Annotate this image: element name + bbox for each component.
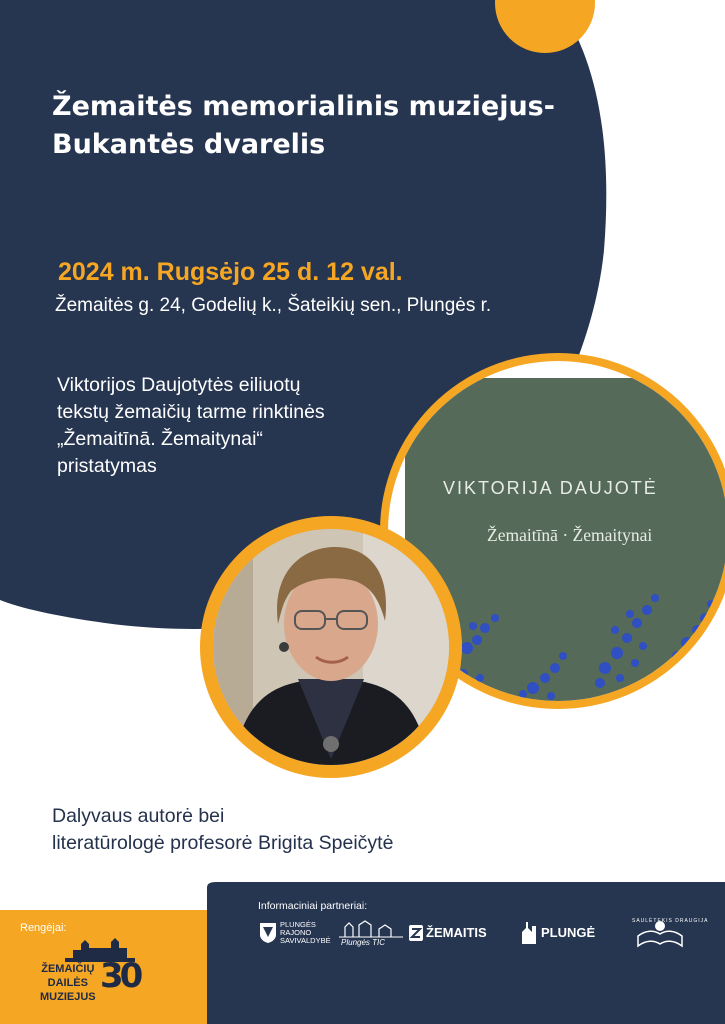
participants-line-2: literatūrologė profesorė Brigita Speičytė [52, 832, 394, 854]
organizer-logo-text [40, 962, 96, 1004]
partner-4-name: PLUNGĖ [541, 925, 596, 940]
description-line-1: Viktorijos Daujotytės eiliuotų [57, 374, 301, 396]
event-date-time: 2024 m. Rugsėjo 25 d. 12 val. [58, 258, 403, 286]
book-title: Žemaitīnā · Žemaitynai [487, 525, 653, 545]
partner-3-name: ŽEMAITIS [426, 925, 487, 940]
event-address: Žemaitės g. 24, Godelių k., Šateikių sen., Plungės r. [55, 295, 492, 316]
partner-logo-saulutes-draugija [632, 918, 709, 948]
organizer-logo-line-1: ŽEMAIČIŲ [41, 963, 95, 975]
participants-note [52, 803, 393, 857]
partner-logo-zemaitis [409, 918, 487, 948]
author-photo [213, 529, 449, 765]
partner-1-name: PLUNGĖS RAJONO SAVIVALDYBĖ [280, 920, 331, 945]
description-line-2: tekstų žemaičių tarme rinktinės [57, 401, 325, 423]
partner-logo-plunges-savivaldybe [260, 918, 340, 948]
partner-5-name: SAULĖTEKIS DRAUGIJA [632, 918, 709, 924]
description-line-3: „Žemaitīnā. Žemaitynai“ [57, 428, 263, 450]
organizer-panel [0, 910, 207, 1024]
partner-logo-plunges-tic [339, 918, 403, 948]
partner-2-name: Plungės TIC [341, 938, 386, 947]
plunge-skyline-icon [522, 922, 538, 944]
participants-line-1: Dalyvaus autorė bei [52, 805, 225, 827]
partner-logo-plunge [522, 918, 595, 948]
portrait-illustration [213, 529, 449, 765]
description-line-4: pristatymas [57, 455, 157, 477]
title-line-1: Žemaitės memorialinis muziejus- [52, 91, 555, 122]
partners-label: Informaciniai partneriai: [258, 900, 368, 912]
organizer-logo-line-3: MUZIEJUS [40, 991, 96, 1003]
organizer-logo-line-2: DAILĖS [47, 977, 88, 989]
event-description [57, 372, 417, 480]
title-line-2: Bukantės dvarelis [52, 129, 326, 160]
coat-of-arms-icon [260, 923, 276, 943]
page-title [52, 88, 555, 164]
organizer-logo-number: 30 [100, 956, 140, 996]
organizer-label: Rengėjai: [20, 922, 67, 934]
book-author: VIKTORIJA DAUJOTĖ [443, 478, 658, 498]
zemaitis-emblem-icon [409, 925, 423, 941]
